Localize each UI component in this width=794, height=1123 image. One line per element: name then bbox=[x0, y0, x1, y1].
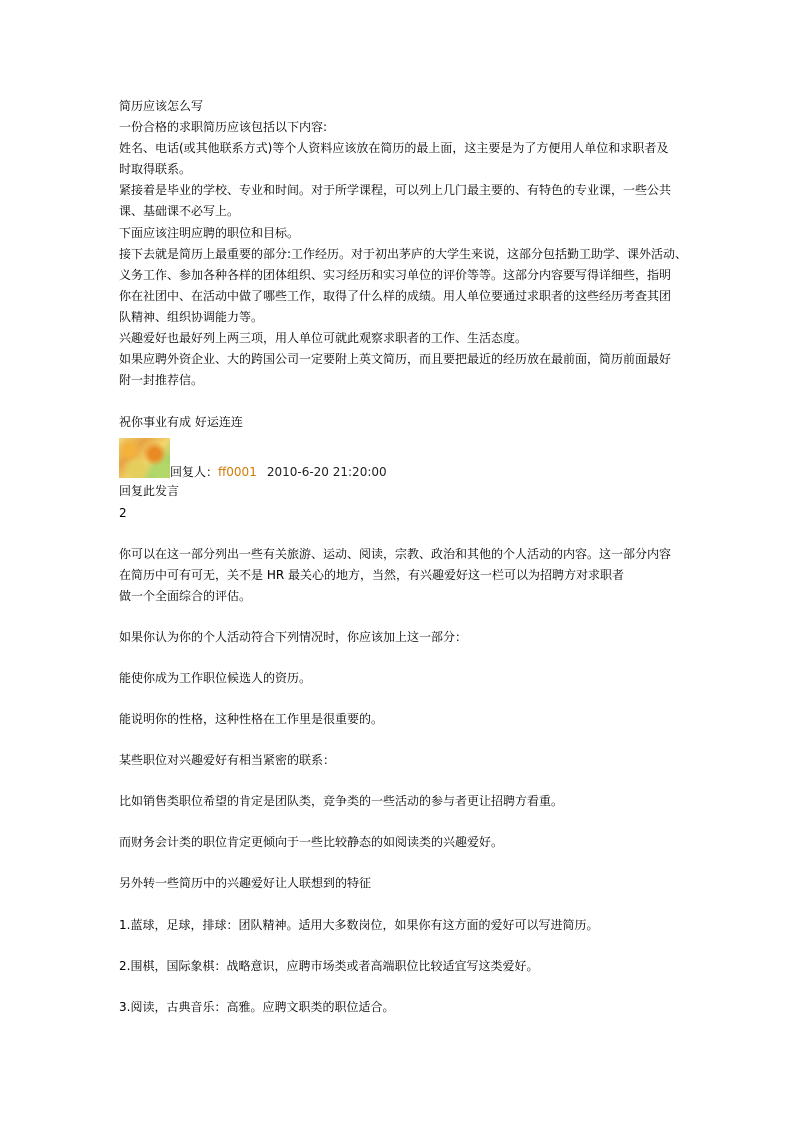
hobby-item-1: 1.蓝球，足球，排球：团队精神。适用大多数岗位，如果你有这方面的爱好可以写进简历。 bbox=[119, 917, 599, 932]
paragraph-5-line-1: 接下去就是简历上最重要的部分:工作经历。对于初出茅庐的大学生来说，这部分包括勤工助学、课外活动、 bbox=[119, 246, 688, 261]
reply-header bbox=[119, 438, 679, 481]
reply-this-link[interactable]: 回复此发言 bbox=[119, 484, 180, 499]
spacer bbox=[119, 771, 679, 791]
spacer bbox=[119, 524, 679, 544]
paragraph-2-line-1: 姓名、电话(或其他联系方式)等个人资料应该放在简历的最上面，这主要是为了方便用人单位和求职者及 bbox=[119, 141, 669, 156]
spacer bbox=[119, 730, 679, 750]
spacer bbox=[119, 648, 679, 668]
hobbies-point-2: 能说明你的性格，这种性格在工作里是很重要的。 bbox=[119, 712, 384, 727]
article-title: 简历应该怎么写 bbox=[119, 99, 204, 113]
reply-number: 2 bbox=[119, 505, 127, 520]
spacer bbox=[119, 977, 679, 997]
paragraph-1: 一份合格的求职简历应该包括以下内容: bbox=[119, 120, 328, 135]
closing-greeting: 祝你事业有成 好运连连 bbox=[119, 415, 243, 430]
paragraph-6: 兴趣爱好也最好列上两三项，用人单位可就此观察求职者的工作、生活态度。 bbox=[119, 331, 528, 346]
hobbies-intro-line-3: 做一个全面综合的评估。 bbox=[119, 588, 252, 603]
spacer bbox=[119, 391, 679, 412]
spacer bbox=[119, 812, 679, 832]
document-page bbox=[119, 96, 688, 1018]
paragraph-5-line-4: 队精神、组织协调能力等。 bbox=[119, 309, 264, 324]
spacer bbox=[119, 936, 679, 956]
hobby-item-2: 2.围棋，国际象棋：战略意识，应聘市场类或者高端职位比较适宜写这类爱好。 bbox=[119, 958, 539, 973]
reply-datetime: 2010-6-20 21:20:00 bbox=[266, 465, 387, 480]
paragraph-2-line-2: 时取得联系。 bbox=[119, 162, 192, 177]
reply-label: 回复人： bbox=[170, 465, 219, 480]
paragraph-7-line-1: 如果应聘外资企业、大的跨国公司一定要附上英文简历，而且要把最近的经历放在最前面，简历前面最好 bbox=[119, 352, 672, 367]
reply-user-link[interactable]: ff0001 bbox=[218, 465, 257, 480]
paragraph-7-line-2: 附一封推荐信。 bbox=[119, 373, 204, 388]
hobbies-point-4: 比如销售类职位希望的肯定是团队类，竞争类的一些活动的参与者更让招聘方看重。 bbox=[119, 794, 564, 809]
paragraph-3-line-1: 紧接着是毕业的学校、专业和时间。对于所学课程，可以列上几门最主要的、有特色的专业课，一些公共 bbox=[119, 183, 672, 198]
spacer bbox=[119, 853, 679, 873]
paragraph-4: 下面应该注明应聘的职位和目标。 bbox=[119, 225, 300, 240]
hobbies-question-1: 如果你认为你的个人活动符合下列情况时，你应该加上这一部分： bbox=[119, 629, 468, 644]
spacer bbox=[119, 689, 679, 709]
hobby-item-3: 3.阅读，古典音乐：高雅。应聘文职类的职位适合。 bbox=[119, 999, 395, 1014]
spacer bbox=[119, 895, 679, 915]
hobbies-point-6: 另外转一些简历中的兴趣爱好让人联想到的特征 bbox=[119, 876, 372, 891]
paragraph-5-line-2: 义务工作、参加各种各样的团体组织、实习经历和实习单位的评价等等。这部分内容要写得详细些，指明 bbox=[119, 267, 672, 282]
hobbies-intro-line-1: 你可以在这一部分列出一些有关旅游、运动、阅读，宗教、政治和其他的个人活动的内容。这一部分内容 bbox=[119, 546, 672, 561]
avatar[interactable] bbox=[119, 438, 170, 478]
hobbies-point-3: 某些职位对兴趣爱好有相当紧密的联系： bbox=[119, 753, 336, 768]
reply-meta bbox=[170, 463, 387, 480]
spacer bbox=[119, 607, 679, 627]
paragraph-5-line-3: 你在社团中、在活动中做了哪些工作，取得了什么样的成绩。用人单位要通过求职者的这些经历考查其团 bbox=[119, 288, 672, 303]
hobbies-intro-line-2: 在简历中可有可无，关不是 HR 最关心的地方，当然，有兴趣爱好这一栏可以为招聘方对求职者 bbox=[119, 567, 624, 582]
hobbies-point-5: 而财务会计类的职位肯定更倾向于一些比较静态的如阅读类的兴趣爱好。 bbox=[119, 835, 504, 850]
hobbies-point-1: 能使你成为工作职位候选人的资历。 bbox=[119, 670, 312, 685]
paragraph-3-line-2: 课、基础课不必写上。 bbox=[119, 204, 240, 219]
